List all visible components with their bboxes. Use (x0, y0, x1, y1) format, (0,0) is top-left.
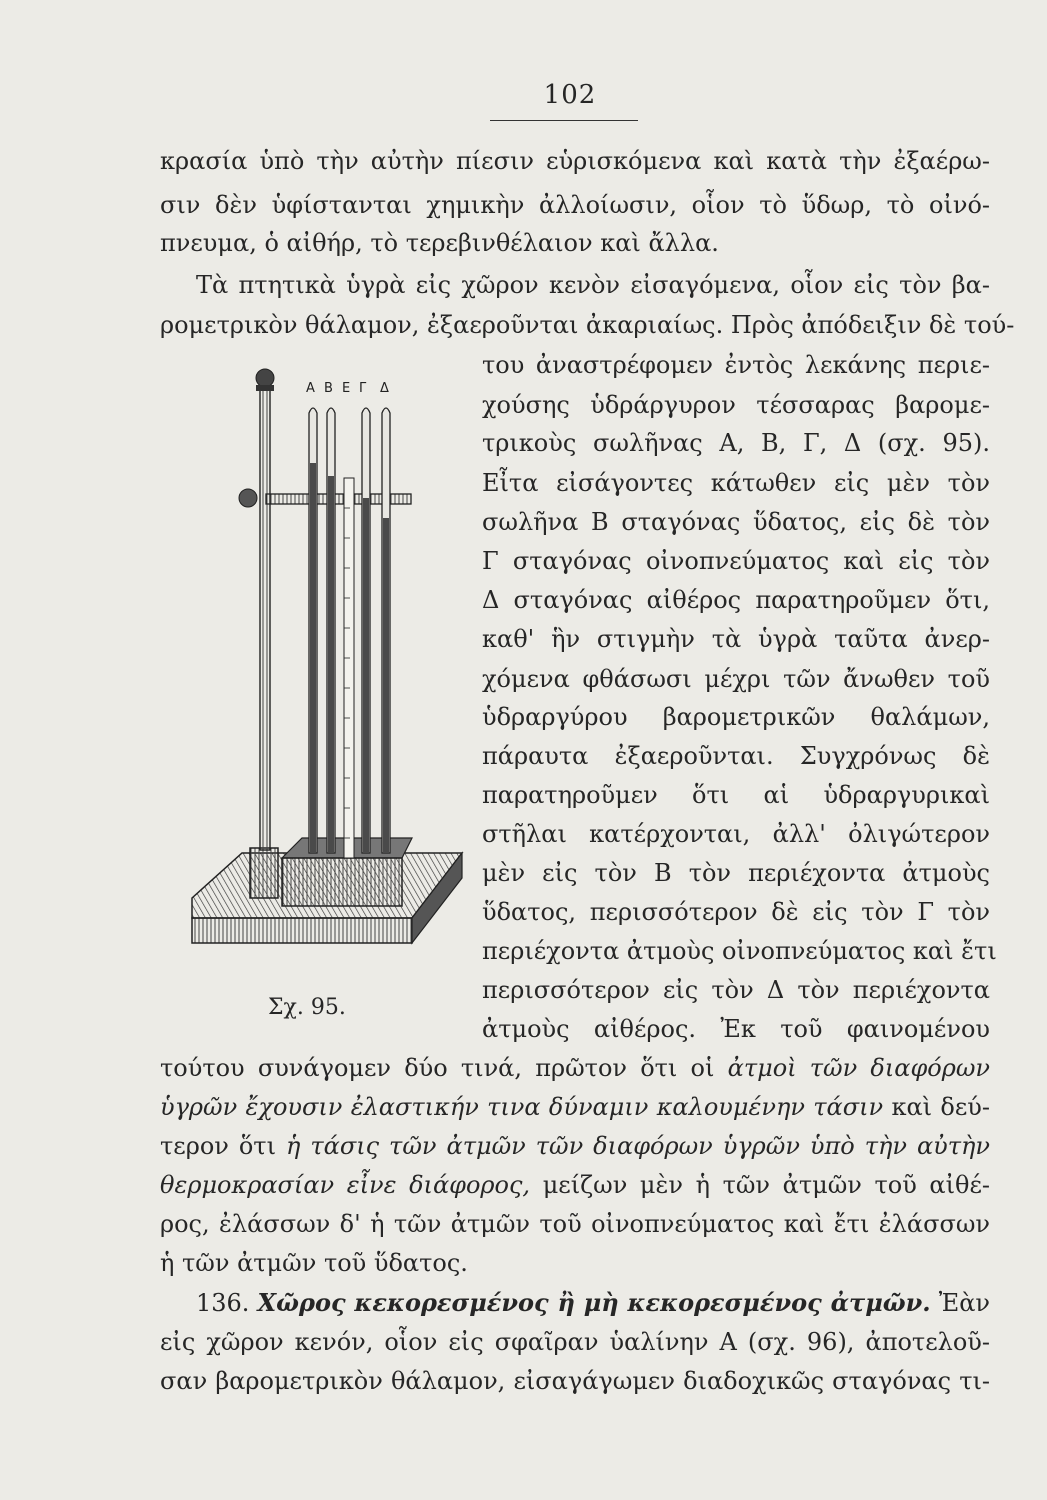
section-title: Χῶρος κεκορεσμένος ἢ μὴ κεκορεσμένος ἀτμῶν. (257, 1288, 931, 1317)
text-run: μείζων μὲν ἡ τῶν ἀτμῶν τοῦ αἰθέ- (542, 1171, 991, 1199)
figure-caption: Σχ. 95. (268, 995, 346, 1020)
text-line: σαν βαρομετρικὸν θάλαμον, εἰσαγάγωμεν διαδοχικῶς σταγόνας τι- (160, 1367, 990, 1395)
text-line: χούσης ὑδράργυρον τέσσαρας βαρομε- (482, 391, 990, 419)
text-line: καθ' ἣν στιγμὴν τὰ ὑγρὰ ταῦτα ἀνερ- (482, 625, 990, 653)
text-line (160, 1131, 990, 1161)
text-line: Τὰ πτητικὰ ὑγρὰ εἰς χῶρον κενὸν εἰσαγόμενα, οἷον εἰς τὸν βα- (196, 271, 990, 299)
text-line: ὕδατος, περισσότερον δὲ εἰς τὸν Γ τὸν (482, 898, 990, 926)
text-line: σιν δὲν ὑφίστανται χημικὴν ἀλλοίωσιν, οἷον τὸ ὕδωρ, τὸ οἰνό- (160, 191, 990, 219)
italic-run: ὑγρῶν ἔχουσιν ἐλαστικήν τινα δύναμιν καλουμένην τάσιν (160, 1093, 884, 1121)
text-run: τούτου συνάγομεν δύο τινά, πρῶτον ὅτι οἱ (160, 1054, 715, 1082)
tube-label: Δ (380, 381, 389, 396)
text-line: του ἀναστρέφομεν ἐντὸς λεκάνης περιε- (482, 351, 990, 379)
text-line: περιέχοντα ἀτμοὺς οἰνοπνεύματος καὶ ἔτι (482, 937, 997, 965)
tube-label: Α (306, 381, 315, 396)
text-run: Ἐὰν (938, 1289, 991, 1317)
text-line: κρασία ὑπὸ τὴν αὐτὴν πίεσιν εὑρισκόμενα καὶ κατὰ τὴν ἐξαέρω- (160, 147, 990, 175)
text-line: εἰς χῶρον κενόν, οἷον εἰς σφαῖραν ὑαλίνην Α (σχ. 96), ἀποτελοῦ- (160, 1328, 990, 1356)
text-line: πάραυτα ἐξαεροῦνται. Συγχρόνως δὲ (482, 742, 990, 770)
text-line: ἀτμοὺς αἰθέρος. Ἐκ τοῦ φαινομένου (482, 1015, 990, 1043)
text-line: χόμενα φθάσωσι μέχρι τῶν ἄνωθεν τοῦ (482, 665, 990, 693)
text-line (160, 1170, 990, 1200)
text-line: ἡ τῶν ἀτμῶν τοῦ ὕδατος. (160, 1249, 468, 1277)
text-line: ὑδραργύρου βαρομετρικῶν θαλάμων, (482, 703, 990, 731)
text-line: Γ σταγόνας οἰνοπνεύματος καὶ εἰς τὸν (482, 547, 990, 575)
text-line: σωλῆνα Β σταγόνας ὕδατος, εἰς δὲ τὸν (482, 508, 990, 536)
tube-label: Γ (359, 381, 367, 396)
page-number-rule (490, 120, 638, 121)
italic-run: ἡ τάσις τῶν ἀτμῶν τῶν διαφόρων ὑγρῶν ὑπὸ τὴν αὐτὴν (285, 1132, 990, 1160)
text-line: ρος, ἐλάσσων δ' ἡ τῶν ἀτμῶν τοῦ οἰνοπνεύματος καὶ ἔτι ἐλάσσων (160, 1210, 990, 1238)
text-line: μὲν εἰς τὸν Β τὸν περιέχοντα ἀτμοὺς (482, 859, 990, 887)
text-line: τρικοὺς σωλῆνας Α, Β, Γ, Δ (σχ. 95). (482, 429, 990, 457)
section-heading-line (196, 1288, 990, 1318)
text-line: Δ σταγόνας αἰθέρος παρατηροῦμεν ὅτι, (482, 586, 990, 614)
tube-label: Ε (342, 381, 351, 396)
text-line: πνευμα, ὁ αἰθήρ, τὸ τερεβινθέλαιον καὶ ἄλλα. (160, 229, 719, 257)
text-line (160, 1092, 990, 1122)
text-run: τερον ὅτι (160, 1132, 276, 1160)
section-number: 136. (196, 1289, 250, 1317)
text-line: ρομετρικὸν θάλαμον, ἐξαεροῦνται ἀκαριαίως. Πρὸς ἀπόδειξιν δὲ τού- (160, 311, 1015, 339)
text-line: παρατηροῦμεν ὅτι αἱ ὑδραργυρικαὶ (482, 781, 990, 809)
italic-run: ἀτμοὶ τῶν διαφόρων (727, 1054, 990, 1082)
figure-95-barometer-apparatus (182, 358, 472, 953)
page-number: 102 (543, 80, 597, 110)
text-run: καὶ δεύ- (891, 1093, 990, 1121)
text-line: Εἶτα εἰσάγοντες κάτωθεν εἰς μὲν τὸν (482, 469, 990, 497)
text-line: στῆλαι κατέρχονται, ἀλλ' ὀλιγώτερον (482, 820, 990, 848)
italic-run: θερμοκρασίαν εἶνε διάφορος, (160, 1171, 531, 1199)
text-line (160, 1053, 990, 1083)
text-line: περισσότερον εἰς τὸν Δ τὸν περιέχοντα (482, 976, 990, 1004)
tube-label: Β (324, 381, 333, 396)
